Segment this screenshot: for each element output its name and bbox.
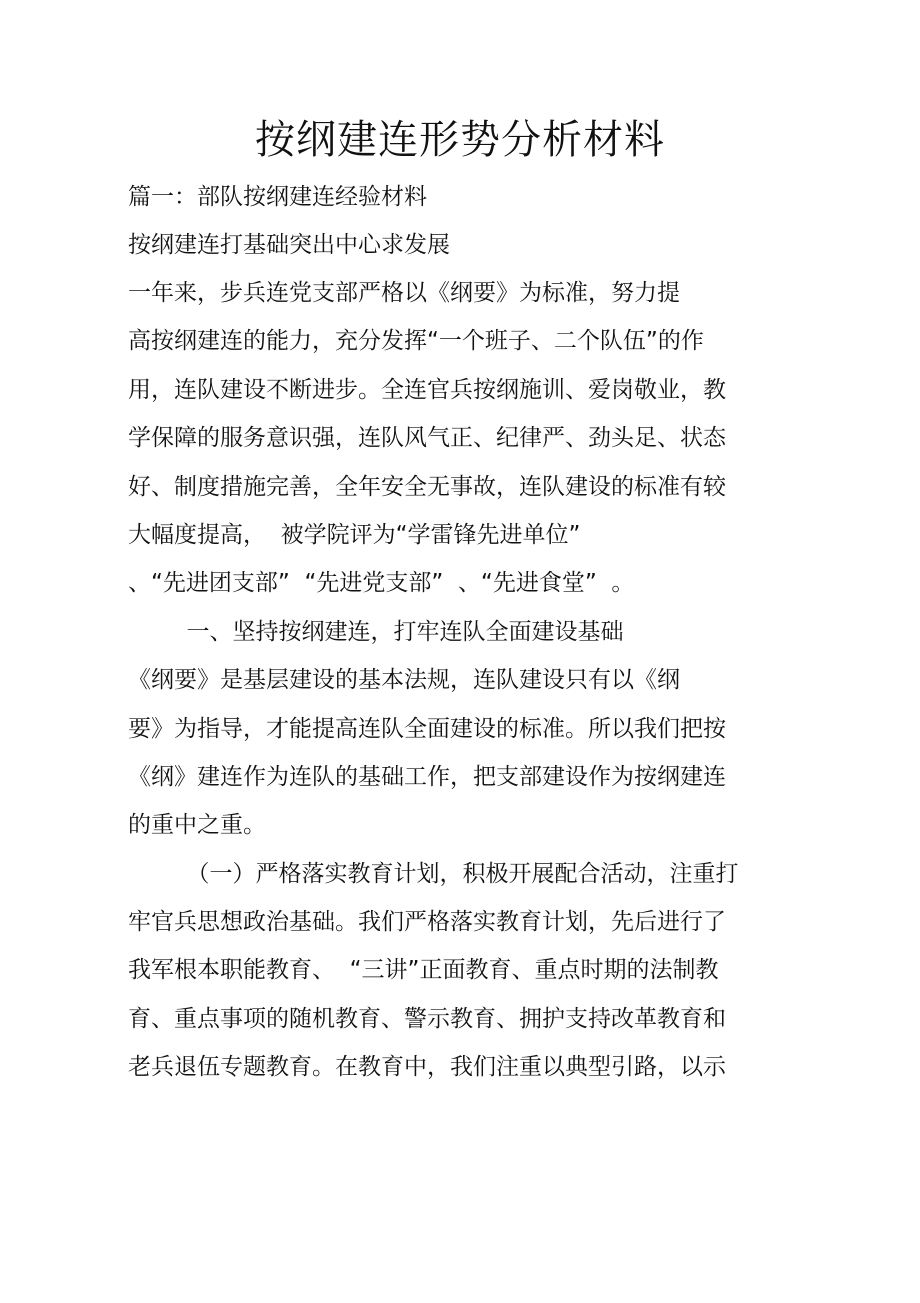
paragraph-line: 牢官兵思想政治基础。我们严格落实教育计划，先后进行了 [128, 909, 726, 935]
paragraph-line: 、“先进团支部” “先进党支部” 、“先进食堂” 。 [128, 570, 635, 596]
paragraph-line: 育、重点事项的随机教育、警示教育、拥护支持改革教育和 [128, 1006, 726, 1032]
paragraph-line: 我军根本职能教育、 “三讲”正面教育、重点时期的法制教 [128, 957, 719, 983]
paragraph-line: 学保障的服务意识强，连队风气正、纪律严、劲头足、状态 [128, 425, 726, 451]
paragraph-line: 一年来，步兵连党支部严格以《纲要》为标准，努力提 [128, 280, 680, 306]
document-title: 按纲建连形势分析材料 [255, 117, 665, 163]
subtitle: 按纲建连打基础突出中心求发展 [128, 232, 450, 258]
paragraph-line: 大幅度提高， 被学院评为“学雷锋先进单位” [128, 522, 581, 548]
paragraph-line: 老兵退伍专题教育。在教育中，我们注重以典型引路，以示 [128, 1054, 726, 1080]
paragraph-line: 《纲要》是基层建设的基本法规，连队建设只有以《纲 [128, 667, 680, 693]
paragraph-line: 用，连队建设不断进步。全连官兵按纲施训、爱岗敬业，教 [128, 377, 726, 403]
section-heading: 一、坚持按纲建连，打牢连队全面建设基础 [128, 619, 624, 645]
paragraph-line: 要》为指导，才能提高连队全面建设的标准。所以我们把按 [128, 716, 726, 742]
paragraph-line: 《纲》建连作为连队的基础工作，把支部建设作为按纲建连 [128, 764, 726, 790]
paragraph-line: 的重中之重。 [128, 812, 266, 838]
paragraph-line: 高按纲建连的能力，充分发挥“一个班子、二个队伍”的作 [128, 328, 704, 354]
section-heading: 篇一：部队按纲建连经验材料 [128, 184, 427, 210]
paragraph-line: （一）严格落实教育计划，积极开展配合活动，注重打 [128, 861, 739, 887]
paragraph-line: 好、制度措施完善，全年安全无事故，连队建设的标准有较 [128, 474, 726, 500]
